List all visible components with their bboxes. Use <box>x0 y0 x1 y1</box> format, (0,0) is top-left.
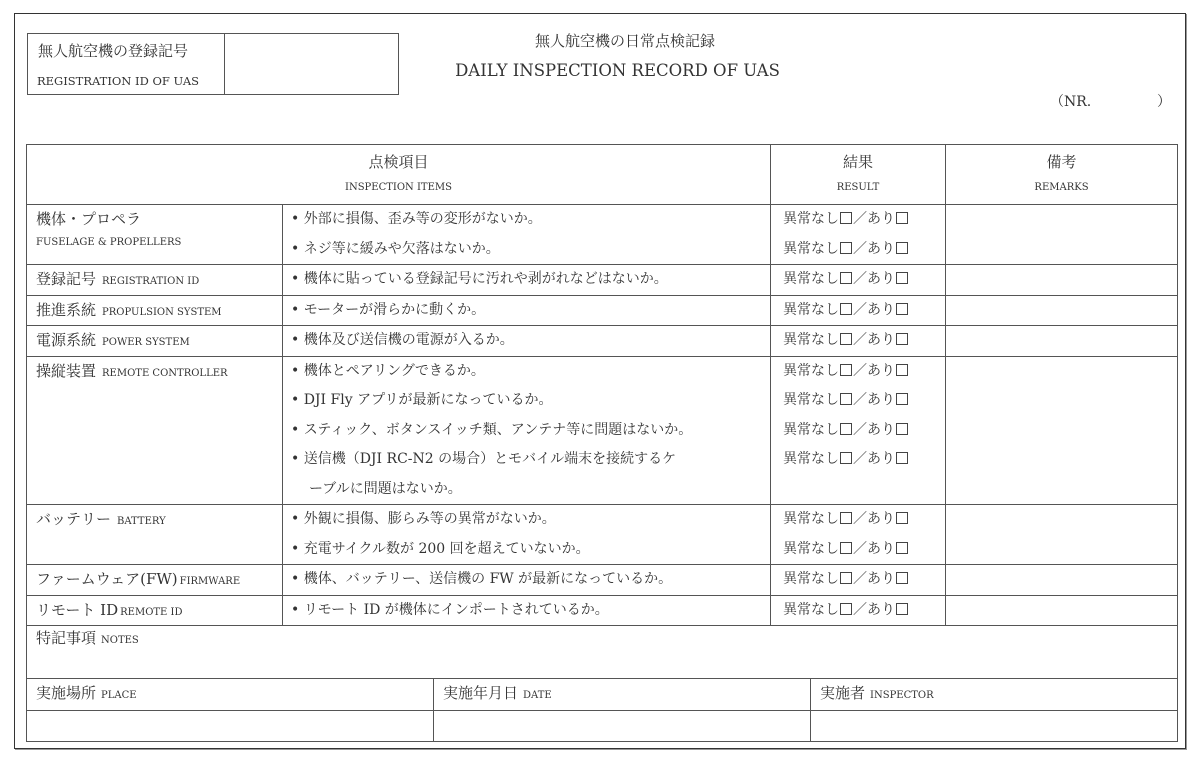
table-row <box>27 565 1178 596</box>
date-label-cell <box>434 679 811 711</box>
check-item-continued: ーブルに問題はないか。 <box>309 480 462 497</box>
place-label-jp: 実施場所 <box>36 684 97 702</box>
inspector-label-cell <box>811 679 1178 711</box>
result-ng-label: あり <box>867 571 895 587</box>
result-ok-label: 異常なし <box>783 271 839 287</box>
category-registration <box>27 265 283 296</box>
check-item: • DJI Fly アプリが最新になっているか。 <box>291 392 553 408</box>
result-ng-label: あり <box>867 240 895 257</box>
header-result <box>771 145 946 205</box>
check-item: • 充電サイクル数が 200 回を超えていないか。 <box>291 540 590 557</box>
checkbox-ng[interactable] <box>896 212 908 224</box>
result-ok-label: 異常なし <box>783 451 839 467</box>
check-items <box>283 295 771 326</box>
check-item: • 機体とペアリングできるか。 <box>291 362 485 379</box>
result-option <box>771 235 945 265</box>
result-cell <box>771 505 946 565</box>
place-label-en: PLACE <box>101 690 137 701</box>
check-item: • 送信機（DJI RC-N2 の場合）とモバイル端末を接続するケ <box>291 451 677 467</box>
title-jp: 無人航空機の日常点検記録 <box>534 32 715 50</box>
result-ok-label: 異常なし <box>783 332 839 348</box>
category-jp: 推進系統 <box>36 300 97 319</box>
check-item: • リモート ID が機体にインポートされているか。 <box>291 601 609 618</box>
checkbox-ng[interactable] <box>896 393 908 405</box>
check-items <box>283 565 771 596</box>
checkbox-ok[interactable] <box>840 512 852 524</box>
category-jp: バッテリー <box>36 510 112 528</box>
category-en: REMOTE ID <box>120 606 183 618</box>
category-jp: 電源系統 <box>36 331 97 349</box>
result-ok-label: 異常なし <box>783 240 839 257</box>
date-label-jp: 実施年月日 <box>443 684 519 702</box>
table-row <box>27 265 1178 296</box>
result-cell <box>771 595 946 626</box>
header-remarks-jp: 備考 <box>1046 153 1077 171</box>
result-ng-label: あり <box>867 451 895 467</box>
header-inspection-items <box>27 145 771 205</box>
result-option <box>771 265 945 295</box>
result-cell <box>771 295 946 326</box>
result-ng-label: あり <box>867 301 895 318</box>
category-jp: 登録記号 <box>36 270 97 288</box>
checkbox-ng[interactable] <box>896 512 908 524</box>
category-jp: リモート ID <box>36 600 119 619</box>
result-option <box>771 505 945 535</box>
table-row <box>27 295 1178 326</box>
checkbox-ng[interactable] <box>896 272 908 284</box>
result-ok-label: 異常なし <box>783 301 839 318</box>
result-ok-label: 異常なし <box>783 421 839 438</box>
result-ok-label: 異常なし <box>783 571 839 587</box>
registration-id-label-jp: 無人航空機の登録記号 <box>38 42 189 60</box>
date-field[interactable] <box>434 711 811 742</box>
category-remote-id <box>27 595 283 626</box>
inspector-field[interactable] <box>811 711 1178 742</box>
result-ok-label: 異常なし <box>783 362 839 379</box>
result-ok-label: 異常なし <box>783 392 839 408</box>
checkbox-ok[interactable] <box>840 272 852 284</box>
checkbox-ok[interactable] <box>840 303 852 315</box>
checkbox-ok[interactable] <box>840 212 852 224</box>
result-separator: ／ <box>853 240 867 257</box>
check-item: • 機体及び送信機の電源が入るか。 <box>291 332 514 348</box>
result-ng-label: あり <box>867 540 895 557</box>
category-firmware <box>27 565 283 596</box>
table-row <box>27 356 1178 505</box>
checkbox-ng[interactable] <box>896 542 908 554</box>
result-option <box>771 565 945 595</box>
checkbox-ok[interactable] <box>840 364 852 376</box>
header-result-jp: 結果 <box>842 153 873 171</box>
place-field[interactable] <box>27 711 434 742</box>
category-en: PROPULSION SYSTEM <box>102 306 222 318</box>
check-item: • モーターが滑らかに動くか。 <box>291 301 486 318</box>
result-separator: ／ <box>853 571 867 587</box>
header-remarks-en: REMARKS <box>1034 182 1089 193</box>
checkbox-ok[interactable] <box>840 333 852 345</box>
result-ng-label: あり <box>867 511 895 527</box>
result-separator: ／ <box>853 362 867 379</box>
header-result-en: RESULT <box>836 182 880 193</box>
checkbox-ok[interactable] <box>840 572 852 584</box>
date-label-en: DATE <box>523 690 552 701</box>
title-en: DAILY INSPECTION RECORD OF UAS <box>455 61 780 80</box>
remarks-field[interactable] <box>946 565 1178 596</box>
category-en: REMOTE CONTROLLER <box>102 367 228 379</box>
inspector-label-en: INSPECTOR <box>870 690 934 701</box>
check-items <box>283 265 771 296</box>
place-label-cell <box>27 679 434 711</box>
inspection-table <box>26 144 1178 626</box>
remarks-field[interactable] <box>946 205 1178 265</box>
table-row <box>27 205 1178 265</box>
remarks-field[interactable] <box>946 326 1178 357</box>
category-remote-controller <box>27 356 283 505</box>
category-jp: 操縦装置 <box>36 361 97 380</box>
checkbox-ng[interactable] <box>896 423 908 435</box>
result-cell <box>771 265 946 296</box>
remarks-field[interactable] <box>946 595 1178 626</box>
check-items <box>283 356 771 505</box>
result-ok-label: 異常なし <box>783 601 839 618</box>
table-row <box>27 326 1178 357</box>
result-separator: ／ <box>853 271 867 287</box>
record-number-field[interactable] <box>1050 91 1171 111</box>
result-option <box>771 596 945 626</box>
checkbox-ok[interactable] <box>840 393 852 405</box>
remarks-field[interactable] <box>946 295 1178 326</box>
result-option <box>771 296 945 326</box>
checkbox-ng[interactable] <box>896 572 908 584</box>
checkbox-ng[interactable] <box>896 303 908 315</box>
result-option <box>771 205 945 235</box>
result-cell <box>771 356 946 505</box>
category-en: REGISTRATION ID <box>102 276 200 287</box>
result-separator: ／ <box>853 540 867 557</box>
result-ng-label: あり <box>867 362 895 379</box>
result-cell <box>771 205 946 265</box>
notes-label-en: NOTES <box>101 635 139 646</box>
record-number-open: （NR. <box>1050 94 1092 110</box>
result-option <box>771 326 945 356</box>
result-option <box>771 416 945 446</box>
notes-label-jp: 特記事項 <box>36 629 97 647</box>
checkbox-ok[interactable] <box>840 542 852 554</box>
check-item: • 機体、バッテリー、送信機の FW が最新になっているか。 <box>291 571 673 587</box>
category-jp: 機体・プロペラ <box>36 210 142 228</box>
check-item: • 外観に損傷、膨らみ等の異常がないか。 <box>291 511 556 527</box>
registration-id-label-en: REGISTRATION ID OF UAS <box>37 74 200 88</box>
category-en: FIRMWARE <box>179 576 241 587</box>
checkbox-ok[interactable] <box>840 242 852 254</box>
category-fuselage <box>27 205 283 265</box>
category-battery <box>27 505 283 565</box>
checkbox-ng[interactable] <box>896 333 908 345</box>
header-items-en: INSPECTION ITEMS <box>345 182 452 193</box>
result-separator: ／ <box>853 392 867 408</box>
result-ng-label: あり <box>867 332 895 348</box>
result-ng-label: あり <box>867 211 895 227</box>
result-separator: ／ <box>853 451 867 467</box>
checkbox-ng[interactable] <box>896 364 908 376</box>
check-item: • 外部に損傷、歪み等の変形がないか。 <box>291 211 542 227</box>
table-row <box>27 595 1178 626</box>
result-option <box>771 386 945 416</box>
remarks-field[interactable] <box>946 505 1178 565</box>
check-item: • ネジ等に緩みや欠落はないか。 <box>291 240 500 257</box>
check-items <box>283 326 771 357</box>
footer-table <box>26 623 1178 742</box>
table-header-row <box>27 145 1178 205</box>
result-cell <box>771 326 946 357</box>
category-propulsion <box>27 295 283 326</box>
header-items-jp: 点検項目 <box>368 153 429 171</box>
check-item: • スティック、ボタンスイッチ類、アンテナ等に問題はないか。 <box>291 421 693 438</box>
category-en: BATTERY <box>117 516 166 527</box>
result-ng-label: あり <box>867 421 895 438</box>
result-option <box>771 535 945 565</box>
result-separator: ／ <box>853 601 867 618</box>
checkbox-ok[interactable] <box>840 603 852 615</box>
remarks-field[interactable] <box>946 356 1178 505</box>
checkbox-ok[interactable] <box>840 423 852 435</box>
result-ng-label: あり <box>867 271 895 287</box>
check-item: • 機体に貼っている登録記号に汚れや剥がれなどはないか。 <box>291 271 668 287</box>
result-ok-label: 異常なし <box>783 540 839 557</box>
check-items <box>283 505 771 565</box>
category-en: FUSELAGE & PROPELLERS <box>36 236 182 248</box>
result-cell <box>771 565 946 596</box>
checkbox-ng[interactable] <box>896 603 908 615</box>
result-option <box>771 357 945 387</box>
result-separator: ／ <box>853 332 867 348</box>
table-row <box>27 505 1178 565</box>
checkbox-ng[interactable] <box>896 242 908 254</box>
result-ok-label: 異常なし <box>783 511 839 527</box>
category-jp: ファームウェア(FW) <box>36 570 178 588</box>
result-separator: ／ <box>853 301 867 318</box>
header-remarks <box>946 145 1178 205</box>
category-en: POWER SYSTEM <box>102 337 190 348</box>
checkbox-ng[interactable] <box>896 452 908 464</box>
check-items <box>283 205 771 265</box>
result-separator: ／ <box>853 421 867 438</box>
check-items <box>283 595 771 626</box>
notes-field[interactable] <box>27 623 1178 679</box>
result-ng-label: あり <box>867 392 895 408</box>
result-separator: ／ <box>853 211 867 227</box>
result-separator: ／ <box>853 511 867 527</box>
category-power <box>27 326 283 357</box>
remarks-field[interactable] <box>946 265 1178 296</box>
result-ok-label: 異常なし <box>783 211 839 227</box>
inspector-label-jp: 実施者 <box>820 684 866 702</box>
result-ng-label: あり <box>867 601 895 618</box>
result-option <box>771 445 945 475</box>
checkbox-ok[interactable] <box>840 452 852 464</box>
record-number-close: ） <box>1157 94 1171 110</box>
